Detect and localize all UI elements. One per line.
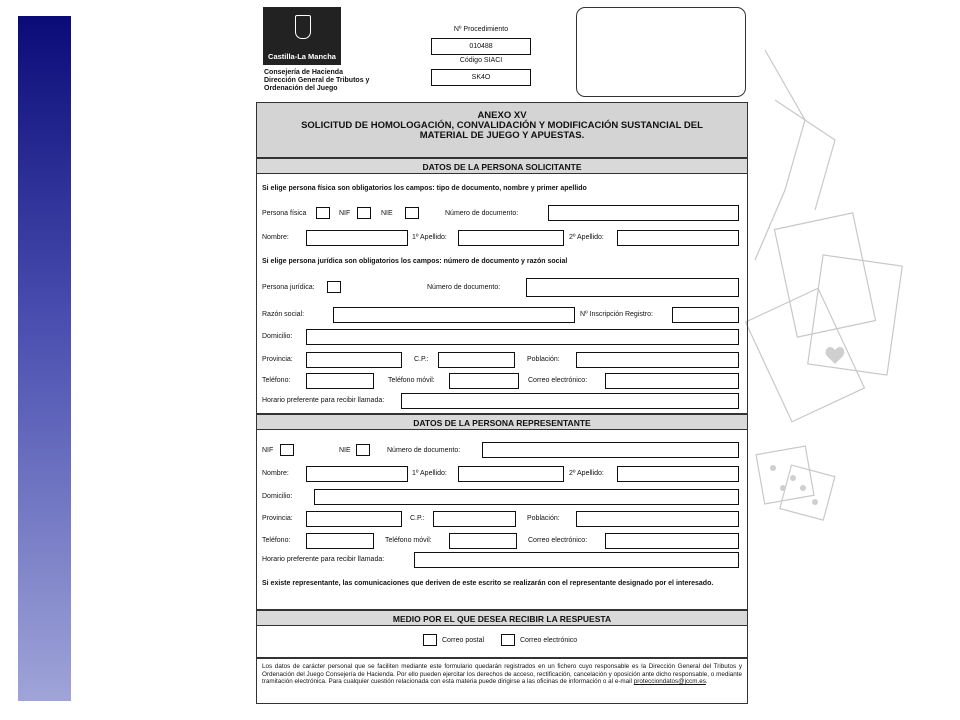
response-section bbox=[256, 626, 748, 658]
crest-icon bbox=[295, 15, 311, 39]
siaci-label: Código SIACI bbox=[459, 57, 503, 64]
application-form bbox=[256, 4, 750, 704]
address-field[interactable] bbox=[306, 329, 739, 345]
rep-town-field[interactable] bbox=[576, 511, 739, 527]
postal-code-field[interactable] bbox=[438, 352, 515, 368]
company-name-label: Razón social: bbox=[262, 311, 305, 318]
document-number-label: Número de documento: bbox=[445, 210, 519, 217]
physical-person-note: Si elige persona física son obligatorios los campos: tipo de documento, nombre y primer apellido bbox=[262, 185, 587, 192]
rep-mobile-phone-label: Teléfono móvil: bbox=[385, 537, 432, 544]
rep-email-label: Correo electrónico: bbox=[528, 537, 588, 544]
rep-phone-field[interactable] bbox=[306, 533, 374, 549]
annex-subtitle-line: MATERIAL DE JUEGO Y APUESTAS. bbox=[419, 130, 585, 141]
first-name-label: Nombre: bbox=[262, 234, 289, 241]
rep-call-time-field[interactable] bbox=[414, 552, 739, 568]
applicant-section-heading: DATOS DE LA PERSONA SOLICITANTE bbox=[256, 158, 748, 174]
rep-postal-code-label: C.P.: bbox=[410, 515, 425, 522]
logo-text: Castilla-La Mancha bbox=[268, 52, 336, 61]
registry-number-field[interactable] bbox=[672, 307, 739, 323]
address-label: Domicilio: bbox=[262, 333, 293, 340]
notice-end: . bbox=[705, 678, 708, 685]
legal-person-checkbox[interactable] bbox=[327, 281, 341, 293]
procedure-number-field[interactable]: 010488 bbox=[431, 38, 531, 55]
rep-nie-label: NIE bbox=[339, 447, 351, 454]
rep-document-number-label: Número de documento: bbox=[387, 447, 461, 454]
nif-label: NIF bbox=[339, 210, 351, 217]
document-number-field[interactable] bbox=[548, 205, 739, 221]
postal-mail-label: Correo postal bbox=[442, 637, 485, 644]
nif-checkbox[interactable] bbox=[357, 207, 371, 219]
department-line: Consejería de Hacienda bbox=[264, 69, 343, 76]
data-protection-notice bbox=[256, 658, 748, 704]
town-field[interactable] bbox=[576, 352, 739, 368]
department-name bbox=[264, 69, 369, 93]
postal-mail-checkbox[interactable] bbox=[423, 634, 437, 646]
annex-title-block bbox=[256, 102, 748, 158]
email-field[interactable] bbox=[605, 373, 739, 389]
rep-mobile-phone-field[interactable] bbox=[449, 533, 517, 549]
nie-checkbox[interactable] bbox=[405, 207, 419, 219]
slide-accent-bar bbox=[18, 16, 71, 701]
company-name-field[interactable] bbox=[333, 307, 575, 323]
second-surname-field[interactable] bbox=[617, 230, 739, 246]
rep-call-time-label: Horario preferente para recibir llamada: bbox=[262, 556, 385, 563]
data-protection-email-link[interactable]: protecciondatos@jccm.es bbox=[633, 678, 706, 685]
second-surname-label: 2º Apellido: bbox=[569, 234, 604, 241]
rep-document-number-field[interactable] bbox=[482, 442, 739, 458]
rep-first-surname-label: 1º Apellido: bbox=[412, 470, 447, 477]
legal-person-label: Persona jurídica: bbox=[262, 284, 315, 291]
rep-first-name-field[interactable] bbox=[306, 466, 408, 482]
rep-first-name-label: Nombre: bbox=[262, 470, 289, 477]
physical-person-label: Persona física bbox=[262, 210, 307, 217]
first-surname-field[interactable] bbox=[458, 230, 564, 246]
registry-number-label: Nº Inscripción Registro: bbox=[580, 311, 653, 318]
phone-field[interactable] bbox=[306, 373, 374, 389]
siaci-code-field[interactable]: SK4O bbox=[431, 69, 531, 86]
first-name-field[interactable] bbox=[306, 230, 408, 246]
electronic-mail-checkbox[interactable] bbox=[501, 634, 515, 646]
email-label: Correo electrónico: bbox=[528, 377, 588, 384]
legal-document-number-label: Número de documento: bbox=[427, 284, 501, 291]
rep-province-field[interactable] bbox=[306, 511, 402, 527]
annex-title: ANEXO XV bbox=[477, 110, 527, 121]
cards-and-dice-illustration bbox=[745, 30, 960, 550]
representative-note: Si existe representante, las comunicaciones que deriven de este escrito se realizarán con el representante designado por el interesado. bbox=[262, 580, 714, 587]
department-line: Ordenación del Juego bbox=[264, 85, 338, 92]
notice-text: Los datos de carácter personal que se faciliten mediante este formulario quedarán registrados en un fichero cuyo responsable es la Dirección General del Tributos y Ordenación del Juego Consejería de Hacienda. Por ello pueden ejercitar los derechos de acceso, rectificación, cancelación y oposición ante dicho responsable, o mediante tramitación electrónica. Para cualquier cuestión relacionada con esta materia puede dirigirse a las oficinas de información o al e-mail bbox=[262, 663, 742, 685]
call-time-label: Horario preferente para recibir llamada: bbox=[262, 397, 385, 404]
province-label: Provincia: bbox=[262, 356, 293, 363]
mobile-phone-label: Teléfono móvil: bbox=[388, 377, 435, 384]
rep-second-surname-label: 2º Apellido: bbox=[569, 470, 604, 477]
electronic-mail-label: Correo electrónico bbox=[520, 637, 578, 644]
first-surname-label: 1º Apellido: bbox=[412, 234, 447, 241]
representative-section bbox=[256, 430, 748, 610]
department-line: Dirección General de Tributos y bbox=[264, 77, 370, 84]
rep-nif-checkbox[interactable] bbox=[280, 444, 294, 456]
mobile-phone-field[interactable] bbox=[449, 373, 519, 389]
legal-document-number-field[interactable] bbox=[526, 278, 739, 297]
postal-code-label: C.P.: bbox=[414, 356, 429, 363]
applicant-section bbox=[256, 174, 748, 414]
rep-first-surname-field[interactable] bbox=[458, 466, 564, 482]
rep-address-field[interactable] bbox=[314, 489, 739, 505]
province-field[interactable] bbox=[306, 352, 402, 368]
rep-second-surname-field[interactable] bbox=[617, 466, 739, 482]
response-section-heading: MEDIO POR EL QUE DESEA RECIBIR LA RESPUESTA bbox=[256, 610, 748, 626]
rep-email-field[interactable] bbox=[605, 533, 739, 549]
rep-nie-checkbox[interactable] bbox=[356, 444, 370, 456]
rep-town-label: Población: bbox=[527, 515, 560, 522]
castilla-la-mancha-logo bbox=[263, 7, 341, 65]
rep-phone-label: Teléfono: bbox=[262, 537, 291, 544]
nie-label: NIE bbox=[381, 210, 393, 217]
physical-person-checkbox[interactable] bbox=[316, 207, 330, 219]
rep-postal-code-field[interactable] bbox=[433, 511, 516, 527]
rep-province-label: Provincia: bbox=[262, 515, 293, 522]
registry-stamp-box bbox=[576, 7, 746, 97]
representative-section-heading: DATOS DE LA PERSONA REPRESENTANTE bbox=[256, 414, 748, 430]
legal-person-note: Si elige persona jurídica son obligatorios los campos: número de documento y razón social bbox=[262, 258, 568, 265]
call-time-field[interactable] bbox=[401, 393, 739, 409]
phone-label: Teléfono: bbox=[262, 377, 291, 384]
annex-subtitle-line: SOLICITUD DE HOMOLOGACIÓN, CONVALIDACIÓN Y MODIFICACIÓN SUSTANCIAL DEL bbox=[301, 120, 703, 131]
rep-address-label: Domicilio: bbox=[262, 493, 293, 500]
procedure-label: Nº Procedimiento bbox=[453, 26, 509, 33]
rep-nif-label: NIF bbox=[262, 447, 274, 454]
town-label: Población: bbox=[527, 356, 560, 363]
